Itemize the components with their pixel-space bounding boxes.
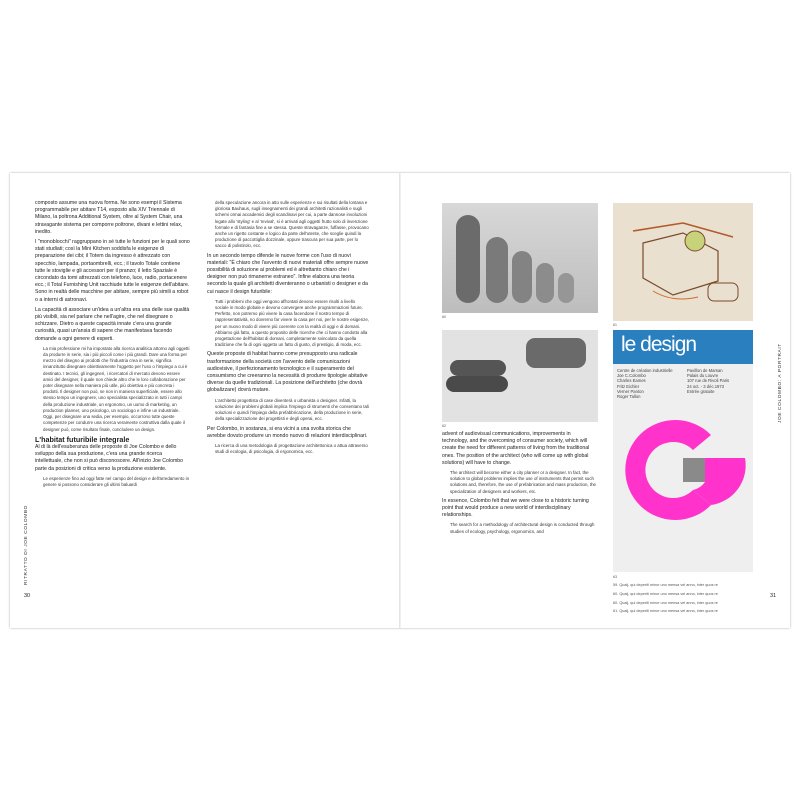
figure-number: 63 <box>613 575 617 579</box>
poster-title: le design <box>621 333 697 356</box>
footnotes <box>613 581 753 616</box>
footnote: 61. Qualj, qui deperiti minor uno mensa vel anno, inter quos re <box>613 609 718 614</box>
paragraph: In essence, Colombo felt that we were close to a historic turning point that would produce a new world of interdisciplinary relationships. <box>442 497 589 519</box>
photo-seating-units <box>442 330 598 422</box>
paragraph: Per Colombo, in sostanza, si era vicini a una svolta storica che avrebbe dovuto produrre un mondo nuovo di relazioni interdisciplinari. <box>207 425 368 439</box>
footnote: 60. Qualj, qui deperiti minor uno mensa vel anno, inter quos re <box>613 600 718 605</box>
paragraph: Queste proposte di habitat hanno come presupposto una radicale trasformazione della società con l'avvento delle comunicazioni audiovisive, il perfezionamento tecnologico e il superamento del consumismo che creeranno la necessità di produrre tipologie abitative diverse da quelle tradizionali. La posizione dell'architetto (che dovrà globalizzare) dovrà mutare. <box>207 351 368 394</box>
paragraph: I "monoblocchi" raggruppano in sé tutte le funzioni per le quali sono stati studiati; così la Mini Kitchen soddisfa le esigenze di preparazione dei cibi; il Totem da ingresso è attrezzato con specchio, lampada, portaombrelli, ecc.; il tavolo Totale contiene tutte le stoviglie e gli accessori per il pranzo; il letto Spaziale è circondato da tomi attrezzati con telefono, luce, radio, portacenere ecc.; il Total Furnishing Unit racchiude tutte le esigenze dell'abitare. Sono in realtà delle macchine per abitare, sempre più simili a robot o a interni di astronavi. <box>35 239 190 303</box>
photo-sofa-cushions <box>442 203 598 313</box>
page-number: 31 <box>770 593 777 599</box>
quote-block: The architect will become either a city planner or a designer. In fact, the solution to global problems implies the use of instruments that permit such solutions and, therefore, the use of prefabrication and mass production, the specialization of designers and workers, etc. <box>450 470 596 494</box>
quote-block: La ricerca di una metodologia di progettazione architettonica o attua attraverso studi di ecologia, di psicologia, di ergonomica, ecc. <box>215 442 368 455</box>
quote-block: della speculazione ancora in atto sulle esperienze e sui risultati della lontana e gloriosa Bauhaus, sugli insegnamenti dei grandi architetti razionalisti e sugli schemi ormai accademici degli scandinavi per cui, a parte dannose involuzioni legate allo 'styling' e al 'revival', si è arrivati agli oggetti frutto solo di invenzione formale e di fantasia fine a se stessa. Queste stravaganze, fuffasse, provocano anche un rigetto costante e logico da parte dell'utente, che sceglie quindi la produzione di paccottiglia dozzinale, oppure trascura per sua parte, per lo sacco di polistirolo, ecc. <box>215 200 369 249</box>
poster-right-text: Pavillon de Marsan Palais du Louvre 107 rue de Rivoli Paris 24 oct. - 3 déc.1973 Entrée gratuite <box>687 368 730 394</box>
poster-left-text: Centre de création industrielle Joe C.Colombo Charles Eames Fritz Eichler Verner Panton Roger Tallon <box>617 368 673 400</box>
figure-number: 62 <box>442 424 446 428</box>
footnote: 60. Qualj, qui deperiti minor uno mensa vel anno, inter quos re <box>613 591 718 596</box>
quote-block: Le esperienze fino ad oggi fatte nel campo del design e dell'arredamento in genere si possono considerare gli ultimi baluardi <box>43 475 190 487</box>
running-head: JOE COLOMBO: A PORTRAIT <box>778 343 783 423</box>
right-column <box>442 431 598 538</box>
poster-graphic <box>613 330 753 572</box>
sketch-drawing <box>613 203 753 321</box>
paragraph: composto assume una nuova forma. Ne sono esempi il Sistema programmabile per abitare T14, esposto alla XIV Triennale di Milano, la poltrona Additional System, oltre al System Chair, una stravagante sistema per comporre poltrone, divani e lettini relax, inedito. <box>35 200 183 235</box>
quote-block: The search for a methodology of architectural design is conducted through studies of ecology, psychology, ergonomics, and <box>450 522 595 534</box>
photo-sketch <box>613 203 753 321</box>
paragraph: La capacità di associare un'idea a un'altra era una delle sue qualità più visibili, sia nel parlare che nell'agire, che nel disegnare o schizzare. Dietro a queste capacità innate c'era una grande curiosità, quasi un'ansia di sapere che manifestava facendo domande a ogni genere di esperti. <box>35 306 190 342</box>
quote-block: Tutti i problemi che oggi vengono affrontati devono essere risolti a livello sociale in modo globale e devono convergere anche programmazioni future. Perfetto, non potremo più vivere la casa facendone il nostro tempo di rappresentatività, no dovremo far vivere la casa per noi, per le nostre esigenze, per un nuovo modo di vivere più coerente con la realtà di oggi e di domani. Abbiamo già fatto, a questo proposito delle ricerche che ci hanno condotto alla progettazione dell'habitat di domani, completamente svincolato da quella tradizione che fa di ogni oggetto un fatto di gusto, di prestigio, di moda, ecc. <box>215 298 369 348</box>
book-spread <box>10 173 790 628</box>
right-page <box>400 173 790 628</box>
left-column-2 <box>207 200 369 458</box>
paragraph: In un secondo tempo difende le nuove forme con l'uso di nuovi materiali: "È chiaro che l'avvento di nuovi materiali offre sempre nuove possibilità di soluzione ai problemi ed è altrettanto chiaro che i designer non può rimanerne estraneo". Infine elabora una teoria secondo la quale gli architetti diventeranno o urbanisti o designer e da cui nasce il design futuribile: <box>207 252 369 295</box>
left-page <box>10 173 400 628</box>
paragraph: Al di là dell'esuberanza delle proposte di Joe Colombo e dello sviluppo della sua produzione, c'era una grande ricerca intellettuale, che non si può disconoscere. All'inizio Joe Colombo parte da posizioni di critica verso la produzione esistente. <box>35 443 184 472</box>
section-heading: L'habitat futuribile integrale <box>35 434 130 444</box>
running-head: RITRATTO DI JOE COLOMBO <box>24 505 29 585</box>
left-column-1 <box>35 200 191 491</box>
paragraph: advent of audiovisual communications, improvements in technology, and the overcoming of consumer society, which will create the need for different patterns of living from the traditional ones. The position of the architect (who will come up with global solutions) will have to change. <box>442 431 590 466</box>
poster-le-design <box>613 330 753 572</box>
figure-number: 61 <box>613 323 617 327</box>
page-number: 30 <box>24 593 31 599</box>
footnote: 59. Qualj, qui deperiti minor uno mensa vel anno, inter quos re <box>613 583 718 587</box>
quote-block: L'architetto progettista di case diventerà o urbanista o designer. Infatti, la soluzione dei problemi globali implica l'impiego di strumenti che consentano tali soluzioni e quindi l'impiego della prefabbricazione, della produzione in serie, della specializzazione dei progettisti e degli operai, ecc. <box>215 397 369 422</box>
figure-number: 60 <box>442 315 446 319</box>
quote-block: La mia professione mi ha impostato alla ricerca analitica attorno agli oggetti da produrre in serie, sia i più piccoli come i più grandi. Dare una forma per mezzo del disegno ai prodotti che l'industria crea in serie, significa innanzitutto disegnare obiettivamente l'oggetto per l'uso o l'impiego a cui è destinato. I tecnici, gli ingegneri, i ricercatori di mercato devono essere amici del designer, il quale non chiede altro che le loro collaborazione per poter disegnare nella maniera più utile, più obiettiva e più concreta i prodotti. Il designer non può, se non in maniera superficiale, essere allo stesso tempo un ingegnere, uno specialista specializzato in tutti i campi della produzione industriale, un ergonomo, un uomo di marketing, un production planner, uno psicologo, un sociologo e infine un industriale. Oggi, per disegnare una sedia, per esempio, occorrono tutte queste competenze per condurre una ricerca veramente costruttiva dalla quale il designer può, come risultato finale, concludere un design. <box>43 345 190 432</box>
